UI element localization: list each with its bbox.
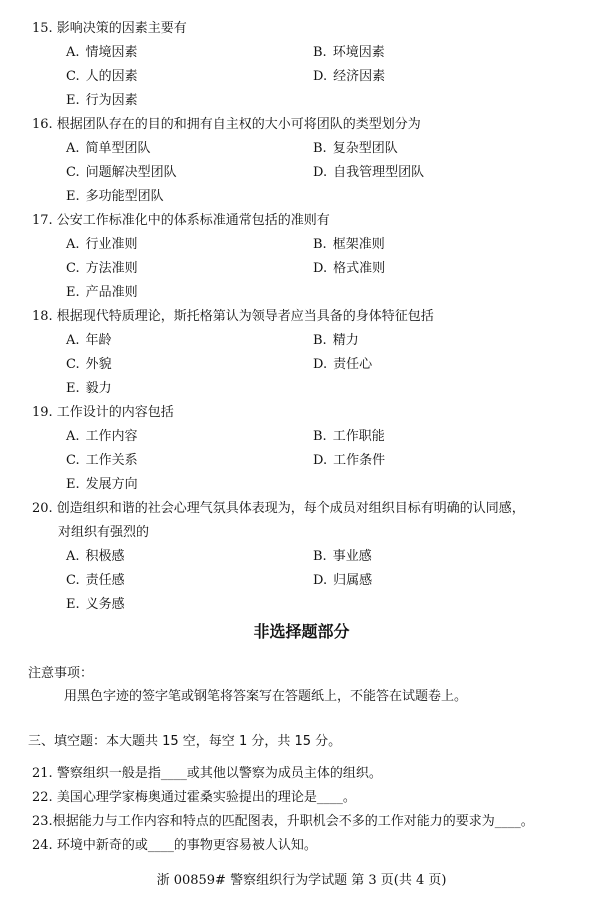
option-d: D. 工作条件: [313, 453, 386, 468]
option-e: E. 发展方向: [66, 477, 138, 492]
option-b: B. 工作职能: [313, 429, 385, 444]
option-a: A. 积极感: [66, 549, 125, 564]
notice-label: 注意事项：: [28, 666, 94, 681]
option-d: D. 归属感: [313, 573, 373, 588]
option-b: B. 精力: [313, 333, 359, 348]
question-number: 23.: [32, 814, 53, 829]
option-e: E. 产品准则: [66, 285, 138, 300]
option-d: D. 自我管理型团队: [313, 165, 425, 180]
option-e: E. 义务感: [66, 597, 125, 612]
question-number: 17.: [32, 213, 53, 228]
question-stem: 影响决策的因素主要有: [56, 21, 187, 36]
question-number: 22.: [32, 790, 53, 805]
section-title: 非选择题部分: [253, 622, 350, 641]
option-d: D. 经济因素: [313, 69, 386, 84]
option-e: E. 毅力: [66, 381, 112, 396]
question-stem: 公安工作标准化中的体系标准通常包括的准则有: [56, 213, 330, 228]
option-a: A. 情境因素: [66, 45, 138, 60]
question-number: 20.: [32, 501, 53, 516]
fill-section-header: 三、填空题：本大题共 15 空，每空 1 分，共 15 分。: [28, 734, 342, 749]
option-c: C. 人的因素: [66, 69, 138, 84]
question-16: [32, 113, 582, 137]
question-text: 环境中新奇的或____的事物更容易被人认知。: [56, 838, 317, 853]
question-stem: 根据现代特质理论，斯托格第认为领导者应当具备的身体特征包括: [56, 309, 434, 324]
option-a: A. 行业准则: [66, 237, 138, 252]
question-text: 美国心理学家梅奥通过霍桑实验提出的理论是____。: [56, 790, 356, 805]
question-number: 19.: [32, 405, 53, 420]
question-number: 16.: [32, 117, 53, 132]
option-b: B. 事业感: [313, 549, 372, 564]
option-b: B. 框架准则: [313, 237, 385, 252]
option-c: C. 外貌: [66, 357, 112, 372]
question-number: 18.: [32, 309, 53, 324]
question-text: 警察组织一般是指____或其他以警察为成员主体的组织。: [56, 766, 382, 781]
option-e: E. 多功能型团队: [66, 189, 164, 204]
question-stem: 根据团队存在的目的和拥有自主权的大小可将团队的类型划分为: [56, 117, 421, 132]
fill-question-23: [32, 811, 534, 833]
option-c: C. 责任感: [66, 573, 125, 588]
question-number: 21.: [32, 766, 53, 781]
fill-question-24: [32, 835, 317, 857]
question-17: [32, 209, 582, 233]
option-a: A. 简单型团队: [66, 141, 151, 156]
question-20: [32, 497, 582, 521]
fill-question-22: [32, 787, 356, 809]
option-b: B. 复杂型团队: [313, 141, 398, 156]
fill-question-21: [32, 763, 382, 785]
notice-text: 用黑色字迹的签字笔或钢笔将答案写在答题纸上，不能答在试题卷上。: [64, 689, 468, 704]
page-footer: 浙 00859# 警察组织行为学试题 第 3 页(共 4 页): [156, 873, 447, 888]
option-b: B. 环境因素: [313, 45, 385, 60]
question-18: [32, 305, 582, 329]
option-c: C. 工作关系: [66, 453, 138, 468]
option-d: D. 格式准则: [313, 261, 386, 276]
option-c: C. 问题解决型团队: [66, 165, 177, 180]
question-number: 24.: [32, 838, 53, 853]
question-20-stem-continued: 对组织有强烈的: [58, 525, 150, 540]
question-19: [32, 401, 582, 425]
question-stem: 工作设计的内容包括: [56, 405, 174, 420]
option-a: A. 年龄: [66, 333, 112, 348]
question-stem: 创造组织和谐的社会心理气氛具体表现为，每个成员对组织目标有明确的认同感，: [56, 501, 525, 516]
option-e: E. 行为因素: [66, 93, 138, 108]
option-a: A. 工作内容: [66, 429, 138, 444]
question-number: 15.: [32, 21, 53, 36]
question-15: [32, 17, 582, 41]
option-c: C. 方法准则: [66, 261, 138, 276]
option-d: D. 责任心: [313, 357, 373, 372]
question-text: 根据能力与工作内容和特点的匹配图表，升职机会不多的工作对能力的要求为____。: [52, 814, 534, 829]
